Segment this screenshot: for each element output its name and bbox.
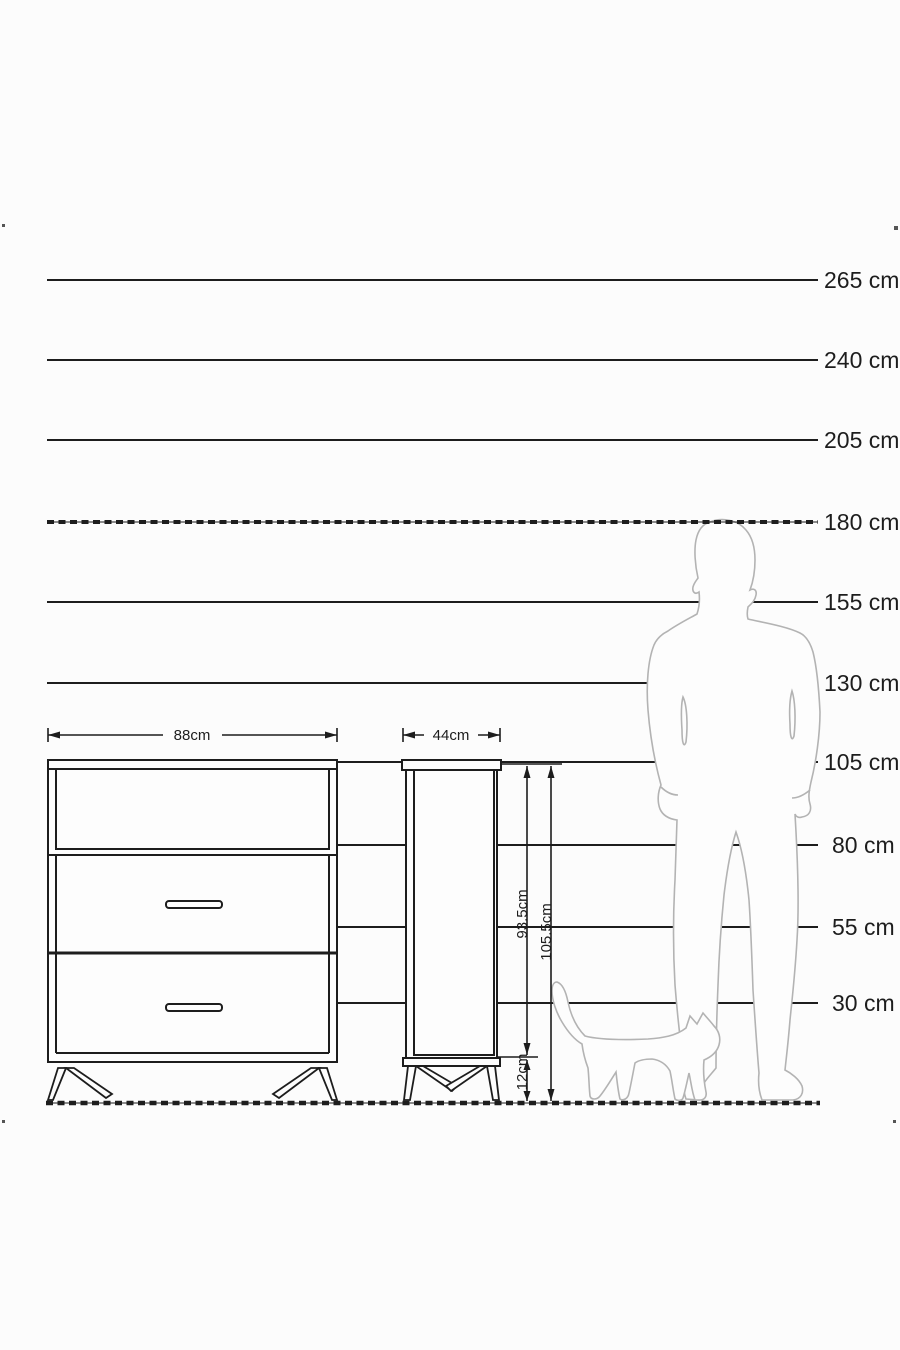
dresser-width-label: 88cm: [173, 727, 211, 744]
leg-height-label: 12cm: [514, 1053, 531, 1091]
cabinet: [402, 760, 501, 1100]
total-height-label: 105.5cm: [538, 903, 555, 961]
ruler-label-180: 180 cm: [824, 509, 900, 535]
drawer-handle-bottom: [166, 1004, 222, 1011]
dim-total-height: [538, 766, 555, 1101]
dresser-body: [48, 760, 337, 1062]
ruler-label-80: 80 cm: [832, 832, 895, 858]
width-dimensions: [48, 727, 500, 744]
dim-dresser-width: [48, 727, 337, 744]
dresser-legs: [48, 1068, 337, 1100]
ruler-label-205: 205 cm: [824, 427, 900, 453]
dim-cabinet-width: [403, 727, 500, 744]
cabinet-top: [402, 760, 501, 770]
man-outline: [647, 520, 820, 1100]
cabinet-legs: [404, 1066, 499, 1100]
ruler-label-265: 265 cm: [824, 267, 900, 293]
ruler-label-105: 105 cm: [824, 749, 900, 775]
cabinet-base: [403, 1058, 500, 1066]
height-dimensions: [497, 764, 562, 1101]
body-height-label: 93.5cm: [514, 889, 531, 939]
ruler-label-240: 240 cm: [824, 347, 900, 373]
dim-body-height: [514, 766, 531, 1055]
ruler-label-30: 30 cm: [832, 990, 895, 1016]
dim-leg-height: [514, 1054, 531, 1101]
dresser: [48, 760, 337, 1100]
ruler-label-55: 55 cm: [832, 914, 895, 940]
cabinet-width-label: 44cm: [432, 727, 470, 744]
drawer-handle-top: [166, 901, 222, 908]
cabinet-body: [406, 770, 497, 1058]
ruler-labels: [824, 267, 899, 1016]
man-silhouette: [647, 520, 820, 1100]
ruler-label-155: 155 cm: [824, 589, 900, 615]
ruler-label-130: 130 cm: [824, 670, 900, 696]
